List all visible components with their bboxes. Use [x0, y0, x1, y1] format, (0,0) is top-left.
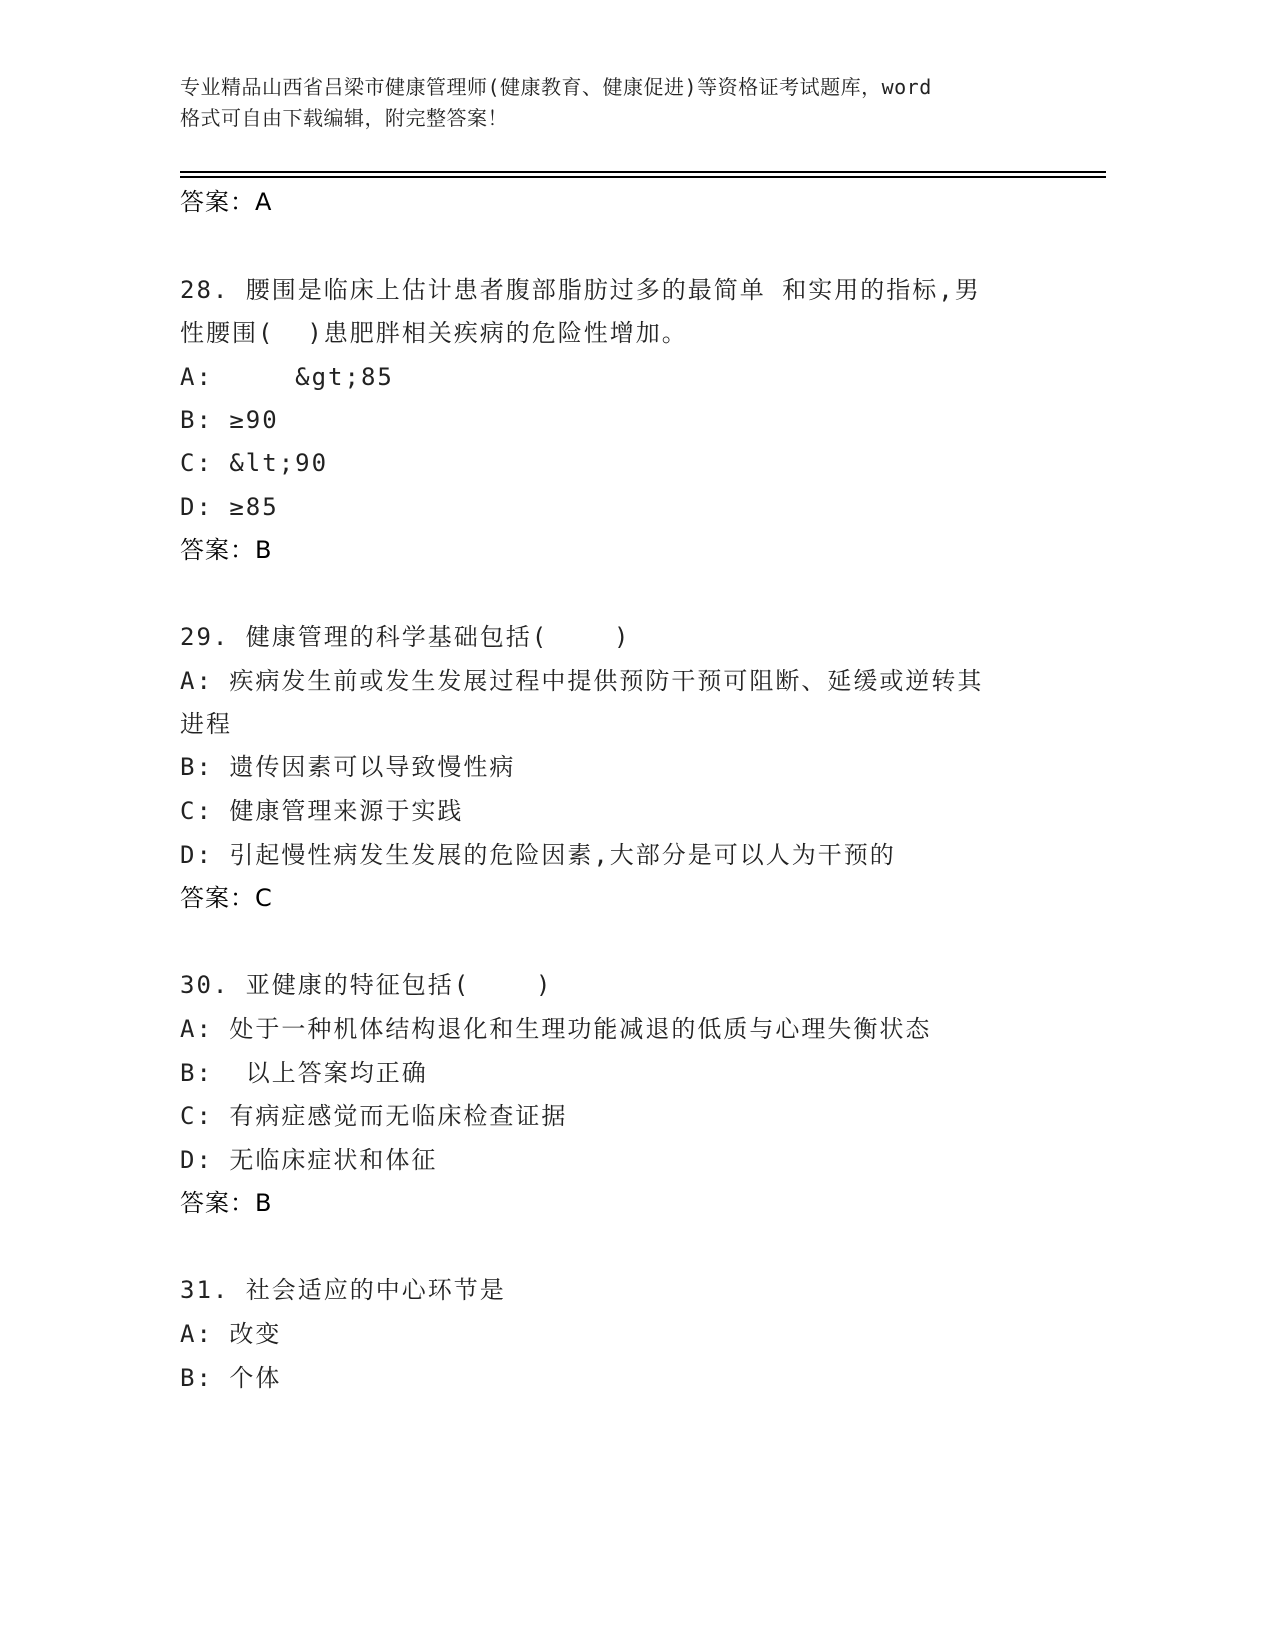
header-divider-bottom	[180, 176, 1106, 178]
option-b: B: 以上答案均正确	[180, 1059, 428, 1087]
question-stem: 30. 亚健康的特征包括( )	[180, 971, 553, 999]
option-c: C: &lt;90	[180, 449, 329, 477]
option-b: B: 遗传因素可以导致慢性病	[180, 753, 516, 781]
answer-27: 答案：A	[180, 188, 273, 216]
document-header-line-2: 格式可自由下载编辑，附完整答案！	[180, 106, 508, 130]
question-stem: 性腰围( )患肥胖相关疾病的危险性增加。	[180, 319, 688, 347]
option-a: A: 处于一种机体结构退化和生理功能减退的低质与心理失衡状态	[180, 1015, 932, 1043]
option-a: A: 改变	[180, 1320, 282, 1348]
option-a: A: 疾病发生前或发生发展过程中提供预防干预可阻断、延缓或逆转其	[180, 667, 984, 695]
option-c: C: 有病症感觉而无临床检查证据	[180, 1102, 568, 1130]
answer: 答案：B	[180, 1189, 273, 1217]
option-d: D: ≥85	[180, 493, 279, 521]
question-stem: 29. 健康管理的科学基础包括( )	[180, 623, 631, 651]
option-c: C: 健康管理来源于实践	[180, 797, 464, 825]
option-a-continued: 进程	[180, 710, 232, 738]
header-divider-top	[180, 171, 1106, 173]
option-b: B: 个体	[180, 1364, 282, 1392]
option-d: D: 引起慢性病发生发展的危险因素,大部分是可以人为干预的	[180, 841, 896, 869]
question-stem: 31. 社会适应的中心环节是	[180, 1276, 506, 1304]
option-b: B: ≥90	[180, 406, 279, 434]
option-d: D: 无临床症状和体征	[180, 1146, 438, 1174]
answer: 答案：B	[180, 536, 273, 564]
question-stem: 28. 腰围是临床上估计患者腹部脂肪过多的最简单 和实用的指标,男	[180, 276, 981, 304]
answer: 答案：C	[180, 884, 273, 912]
document-header-line-1: 专业精品山西省吕梁市健康管理师(健康教育、健康促进)等资格证考试题库，word	[180, 75, 932, 99]
option-a: A: &gt;85	[180, 363, 394, 391]
